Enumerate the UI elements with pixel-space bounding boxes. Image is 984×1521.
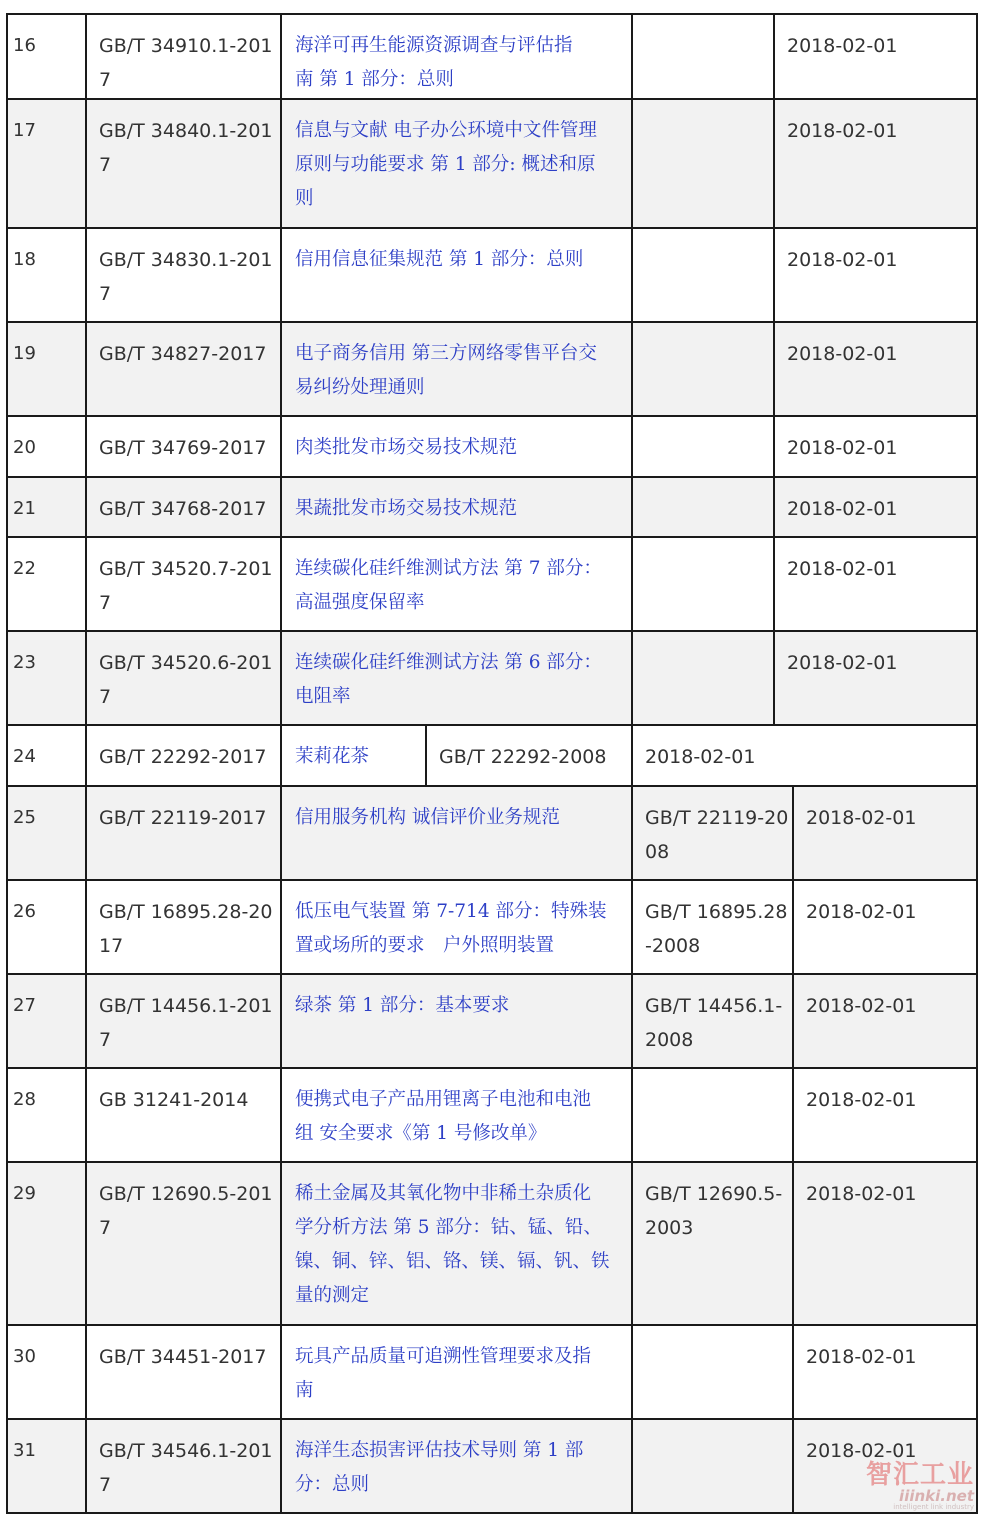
- column-divider: [631, 477, 633, 537]
- column-divider: [280, 99, 282, 228]
- column-divider: [631, 99, 633, 228]
- column-divider: [85, 99, 87, 228]
- table-border: [976, 416, 978, 477]
- standard-name[interactable]: 信息与文献 电子办公环境中文件管理 原则与功能要求 第 1 部分: 概述和原 则: [295, 120, 597, 209]
- table-row: [6, 477, 978, 537]
- table-border: [6, 537, 8, 631]
- row-divider: [6, 227, 978, 229]
- standard-name[interactable]: 信用信息征集规范 第 1 部分：总则: [295, 249, 584, 270]
- effective-date: 2018-02-01: [787, 343, 898, 365]
- column-divider: [792, 974, 794, 1068]
- table-border: [976, 880, 978, 974]
- row-number: 20: [13, 437, 36, 458]
- row-number: 17: [13, 120, 36, 141]
- replaced-standard: GB/T 22292-2008: [439, 746, 607, 768]
- column-divider: [85, 416, 87, 477]
- row-divider: [6, 1067, 978, 1069]
- column-divider: [773, 537, 775, 631]
- standard-name[interactable]: 连续碳化硅纤维测试方法 第 7 部分： 高温强度保留率: [295, 558, 602, 613]
- column-divider: [773, 477, 775, 537]
- replaced-standard: [632, 14, 774, 99]
- column-divider: [631, 974, 633, 1068]
- table-row: [6, 416, 978, 477]
- standard-code: GB/T 22119-2017: [99, 807, 267, 829]
- column-divider: [85, 1419, 87, 1513]
- column-divider: [631, 786, 633, 880]
- standard-name[interactable]: 便携式电子产品用锂离子电池和电池 组 安全要求《第 1 号修改单》: [295, 1089, 592, 1144]
- column-divider: [631, 725, 633, 786]
- row-divider: [6, 1324, 978, 1326]
- table-row: [6, 1325, 978, 1419]
- standard-code: GB/T 34827-2017: [99, 343, 267, 365]
- row-number: 31: [13, 1440, 36, 1461]
- column-divider: [631, 1068, 633, 1162]
- table-row: [6, 725, 978, 786]
- column-divider: [631, 14, 633, 99]
- row-divider: [6, 1418, 978, 1420]
- table-row: [6, 974, 978, 1068]
- table-border: [6, 1068, 8, 1162]
- row-number: 18: [13, 249, 36, 270]
- column-divider: [85, 477, 87, 537]
- table-row: [6, 1068, 978, 1162]
- table-border: [6, 99, 8, 228]
- effective-date: 2018-02-01: [806, 901, 917, 923]
- table-border: [6, 786, 8, 880]
- column-divider: [280, 1325, 282, 1419]
- column-divider: [280, 1162, 282, 1325]
- column-divider: [631, 322, 633, 416]
- effective-date: 2018-02-01: [806, 995, 917, 1017]
- standard-code: GB/T 22292-2017: [99, 746, 267, 768]
- table-border: [976, 725, 978, 786]
- row-number: 22: [13, 558, 36, 579]
- table-border: [6, 880, 8, 974]
- table-border: [976, 786, 978, 880]
- effective-date: 2018-02-01: [806, 1440, 917, 1462]
- column-divider: [85, 974, 87, 1068]
- column-divider: [631, 416, 633, 477]
- table-row: [6, 1419, 978, 1513]
- column-divider: [792, 1068, 794, 1162]
- column-divider: [85, 322, 87, 416]
- standard-name[interactable]: 稀土金属及其氧化物中非稀土杂质化 学分析方法 第 5 部分：钴、锰、铅、 镍、铜、锌、铝、铬、镁、镉、钒、铁 量的测定: [295, 1183, 610, 1306]
- row-number: 27: [13, 995, 36, 1016]
- watermark-title: 智汇工业: [865, 1460, 974, 1490]
- row-divider: [6, 879, 978, 881]
- row-divider: [6, 98, 978, 100]
- standard-name[interactable]: 玩具产品质量可追溯性管理要求及指 南: [295, 1346, 592, 1401]
- standard-code: GB/T 34451-2017: [99, 1346, 267, 1368]
- table-row: [6, 228, 978, 322]
- standard-code: GB/T 16895.28-20 17: [99, 901, 273, 957]
- table-border: [6, 1162, 8, 1325]
- row-number: 28: [13, 1089, 36, 1110]
- table-border: [6, 14, 8, 99]
- column-divider: [280, 14, 282, 99]
- standard-code: GB/T 34769-2017: [99, 437, 267, 459]
- standard-code: GB/T 34546.1-201 7: [99, 1440, 273, 1496]
- table-border: [976, 1419, 978, 1513]
- row-number: 16: [13, 35, 36, 56]
- column-divider: [280, 880, 282, 974]
- column-divider: [85, 537, 87, 631]
- table-row: [6, 786, 978, 880]
- standard-name[interactable]: 茉莉花茶: [295, 746, 370, 767]
- column-divider: [792, 786, 794, 880]
- table-border: [976, 537, 978, 631]
- standard-name[interactable]: 肉类批发市场交易技术规范: [295, 437, 518, 458]
- replaced-standard: [632, 631, 774, 725]
- column-divider: [631, 631, 633, 725]
- table-border: [976, 1325, 978, 1419]
- row-number: 23: [13, 652, 36, 673]
- table-border: [976, 631, 978, 725]
- replaced-standard: [632, 1325, 793, 1419]
- table-row: [6, 322, 978, 416]
- standard-name[interactable]: 果蔬批发市场交易技术规范: [295, 498, 518, 519]
- standard-code: GB/T 34520.6-201 7: [99, 652, 273, 708]
- standard-code: GB 31241-2014: [99, 1089, 249, 1111]
- table-border: [6, 228, 8, 322]
- column-divider: [631, 1162, 633, 1325]
- effective-date: 2018-02-01: [787, 498, 898, 520]
- column-divider: [85, 14, 87, 99]
- replaced-standard: [632, 99, 774, 228]
- row-number: 25: [13, 807, 36, 828]
- row-divider: [6, 724, 978, 726]
- standard-code: GB/T 34910.1-201 7: [99, 35, 273, 91]
- row-divider: [6, 321, 978, 323]
- column-divider: [280, 725, 282, 786]
- column-divider: [85, 631, 87, 725]
- column-divider: [631, 1419, 633, 1513]
- column-divider: [280, 786, 282, 880]
- table-row: [6, 631, 978, 725]
- column-divider: [631, 228, 633, 322]
- effective-date: 2018-02-01: [787, 652, 898, 674]
- standard-code: GB/T 34768-2017: [99, 498, 267, 520]
- column-divider: [631, 880, 633, 974]
- standard-name[interactable]: 海洋可再生能源资源调查与评估指 南 第 1 部分：总则: [295, 35, 573, 90]
- effective-date: 2018-02-01: [787, 437, 898, 459]
- column-divider: [280, 537, 282, 631]
- replaced-standard: [632, 537, 774, 631]
- table-row: [6, 537, 978, 631]
- standard-code: GB/T 14456.1-201 7: [99, 995, 273, 1051]
- standard-code: GB/T 34830.1-201 7: [99, 249, 273, 305]
- standard-name[interactable]: 电子商务信用 第三方网络零售平台交 易纠纷处理通则: [295, 343, 597, 398]
- watermark-logo: [866, 1461, 974, 1511]
- column-divider: [425, 725, 427, 786]
- watermark-tagline: intelligent link industry: [893, 1503, 974, 1511]
- table-border: [976, 1162, 978, 1325]
- standard-name[interactable]: 连续碳化硅纤维测试方法 第 6 部分： 电阻率: [295, 652, 602, 707]
- row-divider: [6, 973, 978, 975]
- standard-code: GB/T 12690.5-201 7: [99, 1183, 273, 1239]
- row-divider: [6, 13, 978, 15]
- column-divider: [85, 880, 87, 974]
- column-divider: [280, 322, 282, 416]
- replaced-standard: GB/T 16895.28 -2008: [645, 901, 788, 957]
- table-row: [6, 1162, 978, 1325]
- table-border: [976, 99, 978, 228]
- table-row: [6, 880, 978, 974]
- column-divider: [773, 228, 775, 322]
- column-divider: [773, 322, 775, 416]
- standard-code: GB/T 34840.1-201 7: [99, 120, 273, 176]
- row-number: 29: [13, 1183, 36, 1204]
- column-divider: [792, 1419, 794, 1513]
- table-border: [6, 974, 8, 1068]
- effective-date: 2018-02-01: [806, 1089, 917, 1111]
- column-divider: [280, 228, 282, 322]
- effective-date: 2018-02-01: [787, 249, 898, 271]
- table-border: [976, 974, 978, 1068]
- row-number: 26: [13, 901, 36, 922]
- column-divider: [280, 416, 282, 477]
- replaced-standard: [632, 477, 774, 537]
- row-divider: [6, 476, 978, 478]
- column-divider: [631, 1325, 633, 1419]
- row-divider: [6, 785, 978, 787]
- table-border: [6, 1419, 8, 1513]
- table-border: [6, 416, 8, 477]
- effective-date: 2018-02-01: [806, 1346, 917, 1368]
- standard-name[interactable]: 低压电气装置 第 7-714 部分：特殊装 置或场所的要求 户外照明装置: [295, 901, 607, 956]
- row-number: 21: [13, 498, 36, 519]
- column-divider: [85, 1068, 87, 1162]
- column-divider: [773, 631, 775, 725]
- replaced-standard: GB/T 12690.5- 2003: [645, 1183, 783, 1239]
- row-divider: [6, 630, 978, 632]
- row-divider: [6, 1512, 978, 1514]
- table-border: [976, 1068, 978, 1162]
- table-border: [976, 322, 978, 416]
- table-row: [6, 14, 978, 99]
- table-border: [976, 14, 978, 99]
- table-border: [6, 631, 8, 725]
- standard-name[interactable]: 信用服务机构 诚信评价业务规范: [295, 807, 560, 828]
- column-divider: [631, 537, 633, 631]
- table-row: [6, 99, 978, 228]
- column-divider: [792, 880, 794, 974]
- column-divider: [280, 1068, 282, 1162]
- column-divider: [85, 1162, 87, 1325]
- column-divider: [773, 14, 775, 99]
- column-divider: [85, 725, 87, 786]
- watermark-domain: iiinki.net: [899, 1487, 974, 1505]
- replaced-standard: [632, 1419, 793, 1513]
- replaced-standard: [632, 228, 774, 322]
- row-divider: [6, 536, 978, 538]
- replaced-standard: GB/T 14456.1- 2008: [645, 995, 783, 1051]
- effective-date: 2018-02-01: [787, 120, 898, 142]
- column-divider: [280, 631, 282, 725]
- replaced-standard: [632, 322, 774, 416]
- table-border: [976, 228, 978, 322]
- column-divider: [85, 786, 87, 880]
- replaced-standard: GB/T 22119-20 08: [645, 807, 789, 863]
- row-number: 19: [13, 343, 36, 364]
- row-divider: [6, 415, 978, 417]
- table-border: [6, 1325, 8, 1419]
- column-divider: [773, 99, 775, 228]
- column-divider: [85, 228, 87, 322]
- column-divider: [280, 477, 282, 537]
- column-divider: [85, 1325, 87, 1419]
- column-divider: [792, 1162, 794, 1325]
- replaced-standard: [632, 416, 774, 477]
- row-divider: [6, 1161, 978, 1163]
- standard-name[interactable]: 绿茶 第 1 部分：基本要求: [295, 995, 510, 1016]
- standard-code: GB/T 34520.7-201 7: [99, 558, 273, 614]
- table-border: [6, 477, 8, 537]
- effective-date: 2018-02-01: [806, 807, 917, 829]
- column-divider: [773, 416, 775, 477]
- table-border: [976, 477, 978, 537]
- replaced-standard: [632, 1068, 793, 1162]
- row-number: 24: [13, 746, 36, 767]
- effective-date: 2018-02-01: [787, 35, 898, 57]
- standard-name[interactable]: 海洋生态损害评估技术导则 第 1 部 分：总则: [295, 1440, 584, 1495]
- effective-date: 2018-02-01: [787, 558, 898, 580]
- table-border: [6, 322, 8, 416]
- effective-date: 2018-02-01: [806, 1183, 917, 1205]
- column-divider: [280, 1419, 282, 1513]
- table-border: [6, 725, 8, 786]
- effective-date: 2018-02-01: [645, 746, 756, 768]
- column-divider: [280, 974, 282, 1068]
- row-number: 30: [13, 1346, 36, 1367]
- column-divider: [792, 1325, 794, 1419]
